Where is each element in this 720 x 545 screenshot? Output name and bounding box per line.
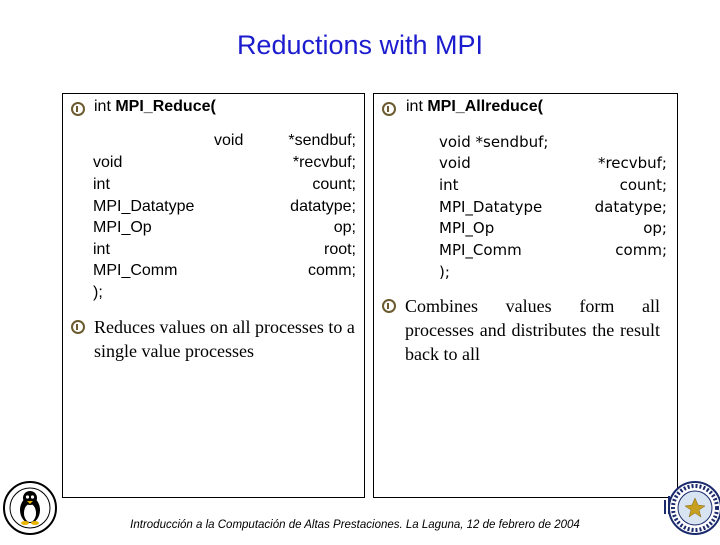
allreduce-param-name: datatype; xyxy=(594,198,667,216)
reduce-param-name: *recvbuf; xyxy=(292,154,356,171)
penguin-logo xyxy=(2,478,58,543)
reduce-param-name: comm; xyxy=(308,262,356,279)
reduce-close-paren: ); xyxy=(93,284,103,301)
reduce-param-type: MPI_Datatype xyxy=(93,198,195,215)
reduce-param-name: root; xyxy=(323,241,356,258)
allreduce-param-type: int xyxy=(439,176,459,194)
page-title: Reductions with MPI xyxy=(236,30,484,60)
reduce-param-name: count; xyxy=(312,176,356,193)
bullet-icon xyxy=(71,320,85,334)
footer-text: Introducción a la Computación de Altas Prestaciones. La Laguna, 12 de febrero de 2004 xyxy=(130,519,580,531)
reduce-header: int MPI_Reduce( xyxy=(94,98,216,115)
reduce-param-type: void xyxy=(214,132,244,149)
reduce-param-name: *sendbuf; xyxy=(288,132,356,149)
allreduce-param-type: void xyxy=(439,154,471,172)
allreduce-param-name: *recvbuf; xyxy=(597,154,667,172)
allreduce-description: Combines values form all processes and distributes the result back to all xyxy=(405,296,660,364)
reduce-description: Reduces values on all processes to a single value processes xyxy=(94,317,355,361)
bullet-icon xyxy=(382,299,396,313)
bullet-icon xyxy=(382,102,396,116)
allreduce-param-type: MPI_Comm xyxy=(439,241,522,259)
allreduce-close-paren: ); xyxy=(439,263,450,281)
reduce-param-type: void xyxy=(93,154,123,171)
reduce-param-name: op; xyxy=(333,219,356,236)
allreduce-param-type: void *sendbuf; xyxy=(439,133,549,151)
allreduce-param-type: MPI_Datatype xyxy=(439,198,543,216)
allreduce-param-name: comm; xyxy=(615,241,667,259)
allreduce-param-type: MPI_Op xyxy=(439,219,495,237)
allreduce-param-name: op; xyxy=(643,219,667,237)
reduce-param-name: datatype; xyxy=(290,198,356,215)
allreduce-header: int MPI_Allreduce( xyxy=(406,98,543,115)
allreduce-param-name: count; xyxy=(619,176,667,194)
reduce-param-type: int xyxy=(93,176,110,193)
reduce-param-type: MPI_Op xyxy=(93,219,152,236)
reduce-param-type: MPI_Comm xyxy=(93,262,178,279)
reduce-param-type: int xyxy=(93,241,110,258)
university-seal-logo xyxy=(660,470,720,545)
bullet-icon xyxy=(71,102,85,116)
